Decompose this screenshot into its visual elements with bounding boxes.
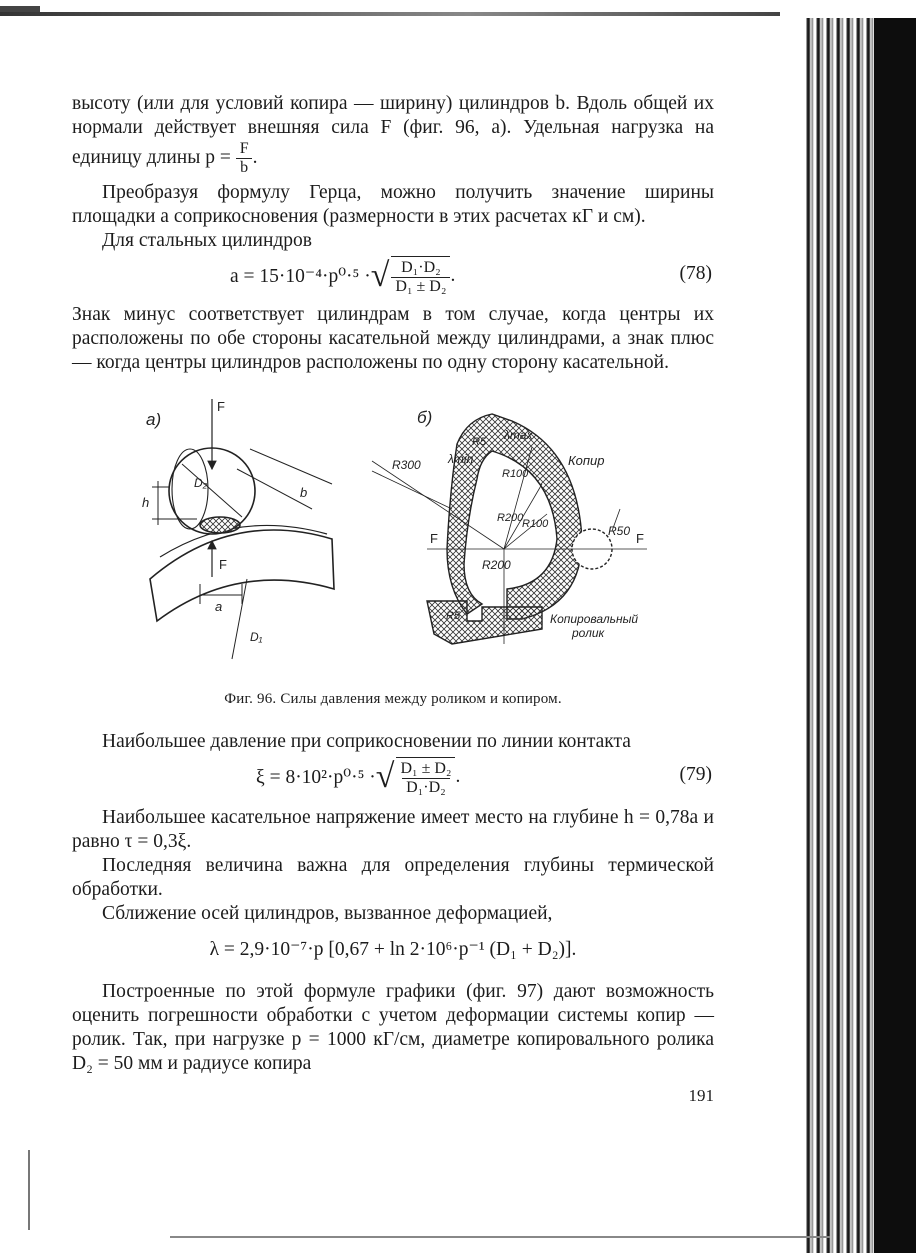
scan-bottom-edge bbox=[170, 1236, 830, 1238]
equation-79-numerator: D₁ ± D₂ bbox=[400, 760, 452, 777]
figure-a-roller-on-cam bbox=[150, 399, 334, 659]
figure-a-depth-label: h bbox=[142, 495, 150, 510]
scan-top-edge bbox=[0, 12, 780, 16]
equation-79-denominator: D₁·D₂ bbox=[402, 778, 450, 797]
figure-b-r200-b-label: R200 bbox=[482, 558, 511, 572]
equation-79-number: (79) bbox=[679, 764, 712, 785]
figure-b-r50-label: R50 bbox=[608, 524, 631, 538]
figure-b-lambda-max-label: λmax bbox=[504, 428, 533, 442]
figure-a-force-label: F bbox=[217, 399, 225, 414]
formula-fraction bbox=[236, 140, 253, 177]
sqrt-content bbox=[396, 757, 455, 797]
fraction-denominator: b bbox=[236, 158, 252, 177]
paragraph-1-text: высоту (или для условий копира — ширину) цилиндров b. Вдоль общей их нормали действует внешняя сила F (фиг. 96, a). Удельная нагрузка на единицу длины bbox=[72, 93, 714, 168]
paragraph-6: Наибольшее касательное напряжение имеет место на глубине h = 0,78a и равно τ = 0,3ξ. bbox=[72, 807, 714, 852]
figure-b-r5-top-label: R5 bbox=[472, 436, 487, 448]
specific-load-formula bbox=[205, 140, 258, 176]
paragraph-9: Построенные по этой формуле графики (фиг. 97) дают возможность оценить погрешности обработки с учетом деформации системы копир — ролик. Так, при нагрузке p = 1000 кГ/см, диаметре копировального ролика D₂ = 50 мм и радиусе копира bbox=[72, 981, 714, 1074]
figure-caption: Фиг. 96. Силы давления между роликом и копиром. bbox=[224, 691, 562, 707]
paragraph-4: Знак минус соответствует цилиндрам в том случае, когда центры их расположены по обе стороны касательной между цилиндрами, а знак плюс — когда центры цилиндров расположены по одну сторону касательной. bbox=[72, 304, 714, 373]
equation-78-lhs: a = 15·10⁻⁴·p⁰·⁵ · bbox=[230, 266, 371, 287]
formula-lhs: p = bbox=[205, 146, 231, 168]
formula-end: . bbox=[252, 146, 258, 168]
sqrt-sign: √ bbox=[370, 257, 390, 294]
equation-79-end: . bbox=[455, 766, 461, 787]
figure-96 bbox=[72, 389, 714, 689]
equation-78-numerator: D₁·D₂ bbox=[401, 259, 441, 276]
figure-b-force-right-label: F bbox=[636, 531, 644, 546]
equation-78-number: (78) bbox=[679, 263, 712, 284]
figure-b-lambda-min-label: λmin bbox=[448, 452, 474, 466]
book-page bbox=[72, 92, 714, 1106]
paragraph-5: Наибольшее давление при соприкосновении по линии контакта bbox=[102, 731, 631, 752]
figure-a-d1-label: D₁ bbox=[250, 630, 263, 644]
page-number: 191 bbox=[688, 1086, 714, 1105]
figure-a-tag: a) bbox=[146, 410, 162, 429]
paragraph-1 bbox=[72, 92, 714, 177]
figure-b-cam-label: Копир bbox=[568, 453, 605, 468]
equation-79-lhs: ξ = 8·10²·p⁰·⁵ · bbox=[256, 767, 376, 788]
figure-b-r300-label: R300 bbox=[392, 458, 421, 472]
paragraph-2: Преобразуя формулу Герца, можно получить значение ширины площадки a соприкосновения (размерности в этих расчетах кГ и см). bbox=[72, 182, 714, 227]
paragraph-3: Для стальных цилиндров bbox=[102, 230, 313, 251]
figure-b-force-left-label: F bbox=[430, 531, 438, 546]
equation-78-denominator: D₁ ± D₂ bbox=[391, 277, 450, 296]
scan-left-edge bbox=[28, 1150, 30, 1230]
book-binding-shadow bbox=[804, 18, 916, 1253]
figure-b-r5-bottom-label: R5 bbox=[446, 610, 461, 622]
equation-78-end: . bbox=[450, 265, 456, 286]
figure-96-drawing bbox=[72, 389, 714, 689]
figure-b-roller-label-1: Копировальный bbox=[550, 612, 639, 626]
figure-a-width-label: b bbox=[300, 485, 308, 500]
figure-a-reaction-label: F bbox=[219, 557, 227, 572]
figure-a-contact-width-label: a bbox=[215, 599, 223, 614]
figure-b-r100-b-label: R100 bbox=[522, 518, 549, 530]
equation-78 bbox=[72, 253, 714, 299]
equation-lambda: λ = 2,9·10⁻⁷·p [0,67 + ln 2·10⁶·p⁻¹ (D₁ + D₂)]. bbox=[209, 939, 577, 960]
sqrt-sign: √ bbox=[375, 758, 395, 795]
figure-b-cam-profile bbox=[372, 414, 647, 644]
equation-79 bbox=[72, 754, 714, 800]
paragraph-7: Последняя величина важна для определения глубины термической обработки. bbox=[72, 855, 714, 900]
fraction-numerator: F bbox=[239, 140, 249, 157]
figure-b-r200-a-label: R200 bbox=[497, 512, 524, 524]
figure-b-r100-top-label: R100 bbox=[502, 468, 529, 480]
figure-a-d2-label: D₂ bbox=[194, 476, 208, 490]
figure-b-tag: б) bbox=[417, 408, 433, 427]
sqrt-content bbox=[391, 256, 450, 296]
figure-b-roller-label-2: ролик bbox=[572, 626, 605, 640]
paragraph-8: Сближение осей цилиндров, вызванное деформацией, bbox=[102, 903, 553, 924]
